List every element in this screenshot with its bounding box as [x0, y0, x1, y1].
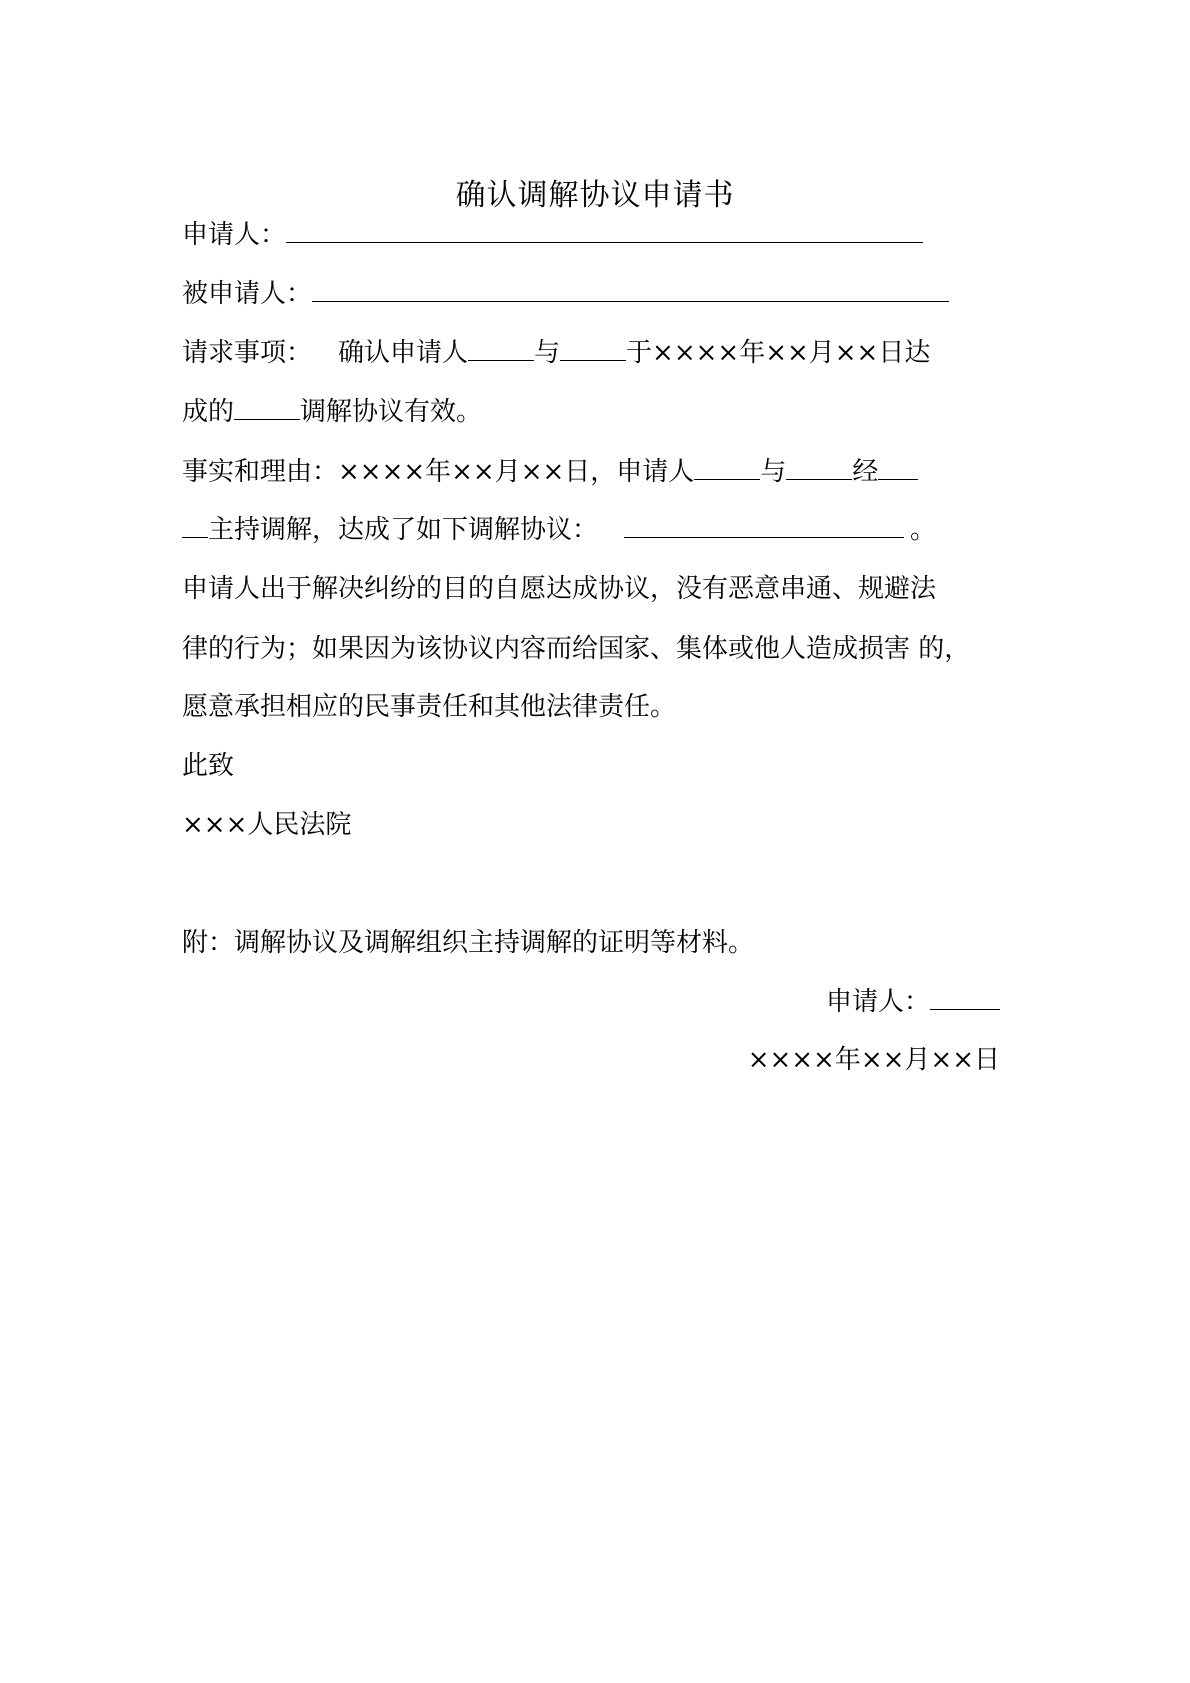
request-text-3: 于××××年××月××日达	[626, 338, 931, 368]
applicant-label: 申请人：	[182, 220, 287, 250]
facts-blank-3a[interactable]	[878, 455, 918, 480]
facts-blank-1[interactable]	[694, 455, 760, 480]
signature-date: ××××年××月××日	[747, 1045, 1000, 1075]
facts-blank-3b[interactable]	[182, 513, 208, 538]
request-blank-3[interactable]	[234, 395, 300, 420]
respondent-blank[interactable]	[312, 277, 949, 302]
facts-text-1: 事实和理由：××××年××月××日，申请人	[182, 457, 695, 487]
request-blank-2[interactable]	[560, 336, 626, 361]
request-blank-1[interactable]	[468, 336, 534, 361]
request-text-2: 与	[534, 338, 561, 368]
facts-line-1	[182, 455, 918, 489]
applicant-line	[182, 218, 923, 252]
respondent-line	[182, 277, 949, 311]
facts-blank-2[interactable]	[786, 455, 852, 480]
facts-line-2	[182, 513, 936, 547]
facts-agreement-blank[interactable]	[624, 513, 904, 538]
statement-line-1: 申请人出于解决纠纷的目的自愿达成协议，没有恶意串通、规避法	[182, 574, 937, 604]
facts-text-5: 。	[910, 515, 937, 545]
request-line-2	[182, 395, 482, 429]
statement-line-3: 愿意承担相应的民事责任和其他法律责任。	[182, 692, 677, 722]
request-text-1: 确认申请人	[338, 338, 469, 368]
facts-text-2: 与	[760, 457, 787, 487]
signature-label: 申请人：	[825, 987, 930, 1017]
facts-text-3: 经	[852, 457, 879, 487]
attachment-note: 附：调解协议及调解组织主持调解的证明等材料。	[182, 928, 755, 958]
salutation: 此致	[182, 751, 235, 781]
request-text-5: 调解协议有效。	[300, 397, 483, 427]
court-name: ×××人民法院	[182, 810, 352, 840]
statement-line-2: 律的行为；如果因为该协议内容而给国家、集体或他人造成损害 的，	[182, 634, 971, 664]
applicant-blank[interactable]	[286, 218, 923, 243]
request-text-4: 成的	[182, 397, 235, 427]
document-title: 确认调解协议申请书	[455, 178, 735, 213]
facts-text-4: 主持调解，达成了如下调解协议：	[208, 515, 599, 545]
request-line-1	[182, 336, 930, 370]
signature-line	[826, 985, 1000, 1019]
respondent-label: 被申请人：	[182, 279, 313, 309]
request-label: 请求事项：	[182, 338, 313, 368]
signature-blank[interactable]	[930, 985, 1000, 1010]
